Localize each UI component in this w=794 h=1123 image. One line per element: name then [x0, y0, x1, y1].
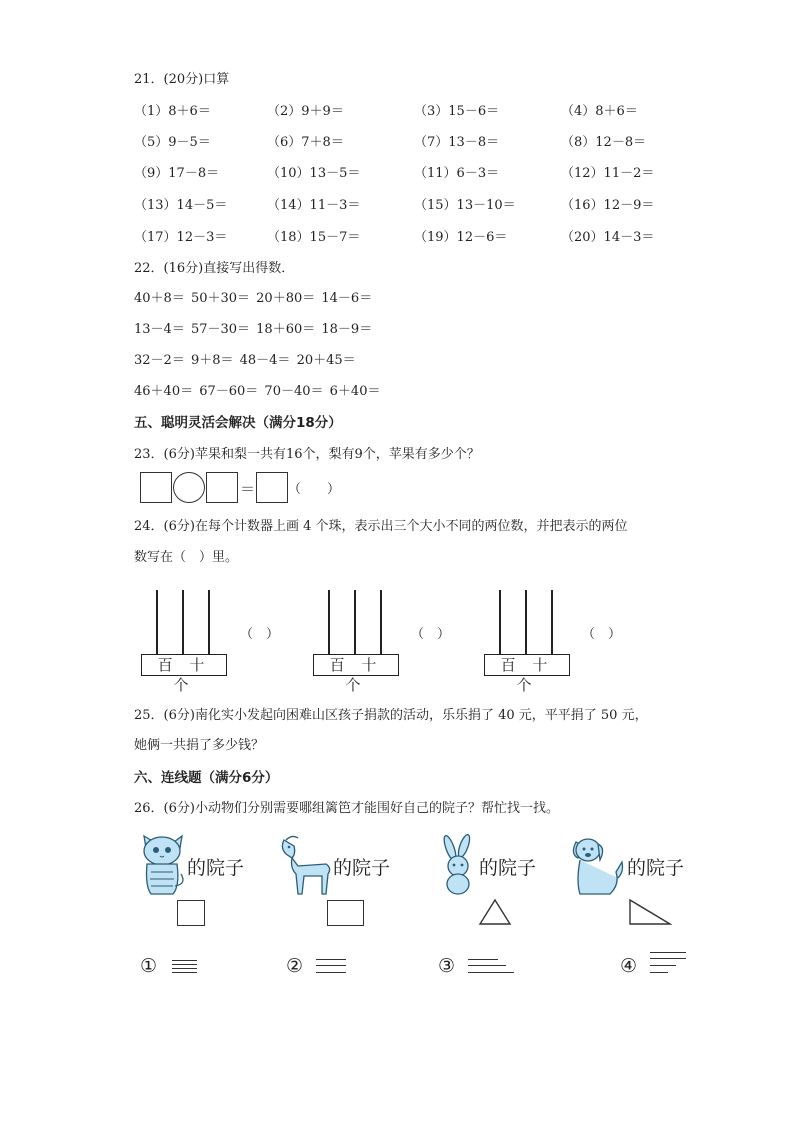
q25-line2: 她俩一共捐了多少钱？ — [134, 738, 265, 753]
rectangle-yard-shape — [327, 900, 364, 926]
q22-row: 40＋8＝ 50＋30＝ 20＋80＝ 14－6＝ — [134, 291, 373, 306]
q23-title: 23．(6分)苹果和梨一共有16个，梨有9个，苹果有多少个？ — [134, 447, 480, 462]
q21-item: （15）13－10＝ — [414, 198, 516, 213]
abacus-base: 百 十 个 — [141, 654, 227, 676]
fence-line — [316, 959, 346, 960]
fence-line — [650, 965, 676, 966]
section-six-heading: 六、连线题（满分6分） — [134, 770, 279, 786]
q21-item: （16）12－9＝ — [561, 198, 655, 213]
abacus-rod — [208, 590, 210, 654]
q25-line1: 25．(6分)南化实小发起向困难山区孩子捐款的活动，乐乐捐了 40 元，平平捐了 50 元， — [134, 708, 648, 723]
yard-label: 的院子 — [479, 857, 537, 879]
q21-item: （8）12－8＝ — [561, 135, 647, 150]
fence-line — [172, 960, 197, 961]
q21-item: （4）8＋6＝ — [561, 104, 638, 119]
option-number: ③ — [438, 955, 456, 977]
q21-item: （2）9＋9＝ — [267, 104, 344, 119]
abacus-rod — [156, 590, 158, 654]
fence-line — [468, 972, 514, 973]
rabbit-icon — [438, 834, 480, 896]
abacus-rod — [182, 590, 184, 654]
fence-line — [650, 972, 668, 973]
q22-row: 32－2＝ 9＋8＝ 48－4＝ 20＋45＝ — [134, 353, 356, 368]
fence-line — [316, 965, 346, 966]
fence-line — [172, 964, 197, 965]
q22-row: 13－4＝ 57－30＝ 18＋60＝ 18－9＝ — [134, 322, 373, 337]
yard-label: 的院子 — [333, 857, 391, 879]
cat-icon — [137, 834, 187, 896]
answer-box[interactable] — [256, 472, 288, 503]
q21-item: （6）7＋8＝ — [267, 135, 344, 150]
fence-line — [468, 965, 506, 966]
square-yard-shape — [177, 900, 205, 926]
q21-item: （10）13－5＝ — [267, 166, 361, 181]
q21-item: （11）6－3＝ — [414, 166, 500, 181]
abacus-rod — [380, 590, 382, 654]
fence-line — [316, 972, 346, 973]
q22-title: 22．(16分)直接写出得数． — [134, 261, 295, 276]
section-five-heading: 五、聪明灵活会解决（满分18分） — [134, 415, 342, 431]
fence-line — [650, 958, 686, 959]
fence-line — [172, 968, 197, 969]
fence-line — [468, 959, 498, 960]
q21-item: （12）11－2＝ — [561, 166, 655, 181]
answer-paren[interactable]: （ ） — [411, 627, 451, 642]
equals-sign: ＝ — [240, 480, 256, 498]
dog-icon — [570, 832, 626, 896]
q26-title: 26．(6分)小动物们分别需要哪组篱笆才能围好自己的院子？帮忙找一找。 — [134, 801, 559, 816]
q21-item: （5）9－5＝ — [134, 135, 211, 150]
triangle-yard-shape — [478, 898, 512, 926]
abacus-rod — [328, 590, 330, 654]
abacus-base: 百 十 个 — [313, 654, 399, 676]
right-triangle-yard-shape — [628, 898, 672, 926]
q21-item: （7）13－8＝ — [414, 135, 500, 150]
q21-item: （9）17－8＝ — [134, 166, 220, 181]
fence-line — [650, 952, 686, 953]
q21-item: （18）15－7＝ — [267, 230, 361, 245]
answer-box[interactable] — [140, 472, 172, 503]
option-number: ① — [140, 955, 158, 977]
answer-box[interactable] — [206, 472, 238, 503]
unit-paren: （ ） — [288, 482, 341, 497]
fence-line — [172, 972, 197, 973]
operator-circle[interactable] — [173, 472, 205, 503]
abacus-rod — [551, 590, 553, 654]
option-number: ② — [286, 955, 304, 977]
q21-item: （20）14－3＝ — [561, 230, 655, 245]
q21-title: 21．(20分)口算 — [134, 72, 230, 87]
abacus-rod — [354, 590, 356, 654]
abacus-rod — [525, 590, 527, 654]
yard-label: 的院子 — [627, 857, 685, 879]
q24-line1: 24．(6分)在每个计数器上画 4 个珠，表示出三个大小不同的两位数，并把表示的两位 — [134, 519, 628, 534]
q21-item: （13）14－5＝ — [134, 198, 228, 213]
q24-line2: 数写在（ ）里。 — [134, 550, 239, 565]
answer-paren[interactable]: （ ） — [240, 627, 280, 642]
q21-item: （3）15－6＝ — [414, 104, 500, 119]
abacus-rod — [499, 590, 501, 654]
q22-row: 46＋40＝ 67－60＝ 70－40＝ 6＋40＝ — [134, 384, 381, 399]
q21-item: （1）8＋6＝ — [134, 104, 211, 119]
q21-item: （17）12－3＝ — [134, 230, 228, 245]
option-number: ④ — [620, 955, 638, 977]
q21-item: （14）11－3＝ — [267, 198, 361, 213]
answer-paren[interactable]: （ ） — [582, 627, 622, 642]
goat-icon — [278, 834, 336, 896]
yard-label: 的院子 — [187, 857, 245, 879]
q21-item: （19）12－6＝ — [414, 230, 508, 245]
abacus-base: 百 十 个 — [484, 654, 570, 676]
